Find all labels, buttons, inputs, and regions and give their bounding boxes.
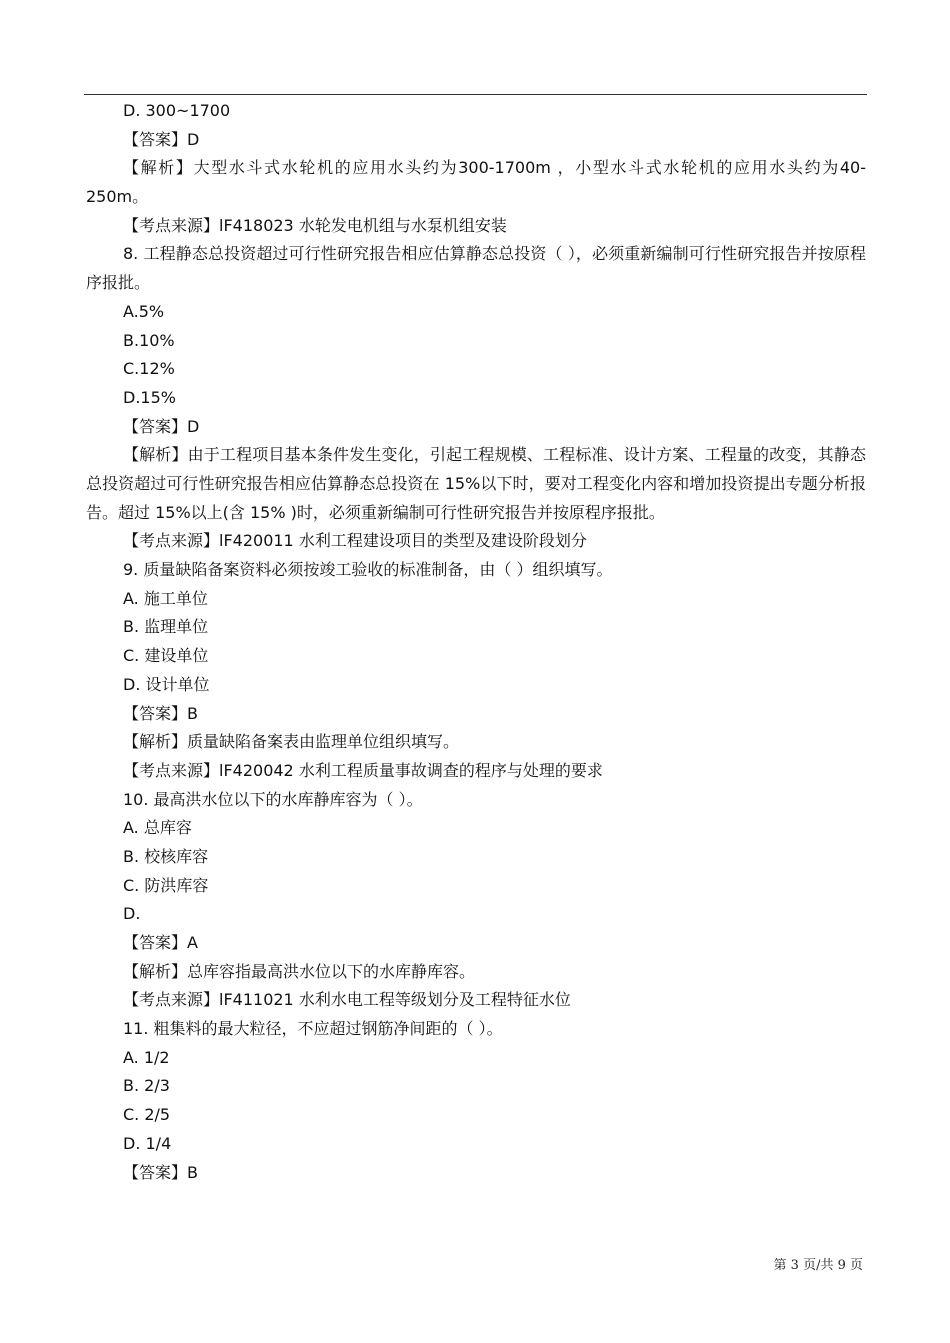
option-line: D. 300~1700 [123, 101, 231, 120]
option-line: A. 总库容 [123, 818, 192, 838]
source-line: 【考点来源】lF420011 水利工程建设项目的类型及建设阶段划分 [123, 531, 587, 551]
option-line: C.12% [123, 359, 175, 379]
answer-line: 【答案】B [123, 703, 198, 723]
document-body [86, 97, 866, 1187]
answer-line: 【答案】D [123, 416, 200, 436]
option-line: A. 1/2 [123, 1047, 170, 1067]
option-line: D. [123, 904, 141, 924]
option-line: B. 2/3 [123, 1076, 170, 1096]
explanation-paragraph: 【解析】由于工程项目基本条件发生变化，引起工程规模、工程标准、设计方案、工程量的改变，其静态总投资超过可行性研究报告相应估算静态总投资在 15%以下时，要对工程变化内容和增加投资提出专题分析报告。超过 15%以上(含 15% )时，必须重新编制可行性研究报告并按原程序报批。 [86, 445, 866, 522]
option-line: D. 1/4 [123, 1133, 172, 1153]
question-8: 8. 工程静态总投资超过可行性研究报告相应估算静态总投资（ ），必须重新编制可行性研究报告并按原程序报批。 [86, 244, 866, 293]
question-9: 9. 质量缺陷备案资料必须按竣工验收的标准制备，由（ ）组织填写。 [123, 560, 613, 580]
source-line: 【考点来源】lF411021 水利水电工程等级划分及工程特征水位 [123, 990, 571, 1010]
source-line: 【考点来源】lF418023 水轮发电机组与水泵机组安装 [123, 215, 507, 235]
option-line: B.10% [123, 330, 175, 350]
explanation-line: 【解析】总库容指最高洪水位以下的水库静库容。 [123, 961, 476, 981]
source-line: 【考点来源】lF420042 水利工程质量事故调查的程序与处理的要求 [123, 760, 603, 780]
option-line: A. 施工单位 [123, 588, 208, 608]
answer-line: 【答案】B [123, 1162, 198, 1182]
answer-line: 【答案】D [123, 129, 200, 149]
option-line: B. 监理单位 [123, 617, 209, 637]
explanation-paragraph: 【解析】大型水斗式水轮机的应用水头约为300-1700m ，小型水斗式水轮机的应用水头约为40-250m。 [86, 158, 866, 207]
answer-line: 【答案】A [123, 933, 198, 953]
option-line: D. 设计单位 [123, 674, 210, 694]
option-line: C. 建设单位 [123, 646, 209, 666]
explanation-line: 【解析】质量缺陷备案表由监理单位组织填写。 [123, 732, 460, 752]
question-10: 10. 最高洪水位以下的水库静库容为（ ）。 [123, 789, 423, 809]
option-line: C. 防洪库容 [123, 875, 209, 895]
option-line: D.15% [123, 387, 176, 407]
option-line: B. 校核库容 [123, 846, 209, 866]
question-11: 11. 粗集料的最大粒径，不应超过钢筋净间距的（ ）。 [123, 1019, 503, 1039]
option-line: C. 2/5 [123, 1105, 171, 1125]
header-rule [84, 94, 867, 95]
page-number: 第 3 页/共 9 页 [773, 1258, 863, 1273]
option-line: A.5% [123, 301, 165, 321]
